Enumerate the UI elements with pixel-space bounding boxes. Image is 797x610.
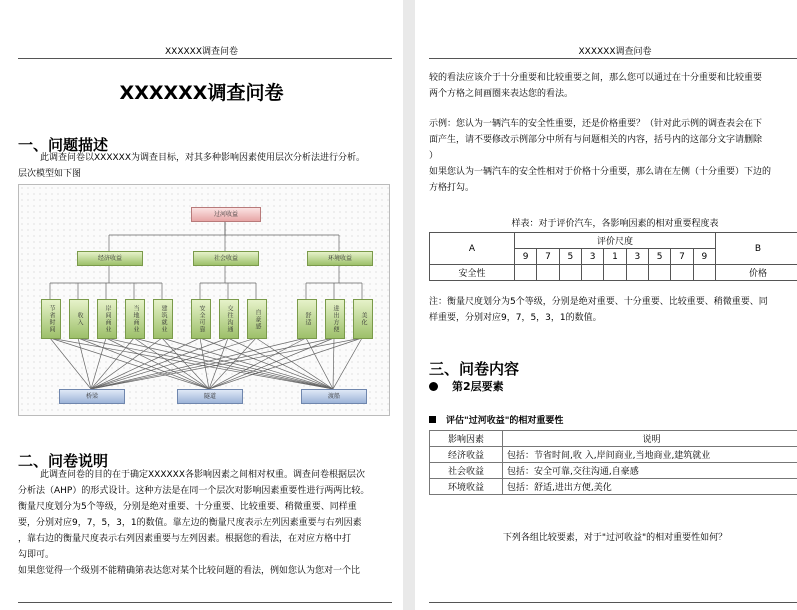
scale-value: 9 [515,249,537,265]
sample-row-a: 安全性 [430,265,515,281]
sample-col-a: A [430,233,515,265]
eval-desc: 包括：节省时间,收 入,岸间商业,当地商业,建筑就业 [503,447,797,463]
connector-line [134,338,333,389]
section-1-title: 一、问题描述 [18,136,109,154]
sample-table [429,232,797,281]
section-2-line: 勾即可。 [18,550,55,560]
scale-value: 7 [537,249,559,265]
note-line: 注：衡量尺度划分为5个等级，分别是绝对重要、十分重要、比较重要、稍微重要、同 [429,297,768,307]
square-bullet-icon [429,416,436,423]
document-page-right [415,0,797,610]
scale-checkbox[interactable] [515,265,537,281]
section-2-line: 分析法（AHP）的形式设计。这种方法是在同一个层次对影响因素重要性进行两两比较。 [18,486,370,496]
connector-line [333,338,362,389]
factor-box: 交往沟通 [219,299,239,339]
eval-desc: 包括：舒适,进出方便,美化 [503,479,797,495]
eval-title: 评估"过河收益"的相对重要性 [446,416,564,426]
connector-line [162,338,333,389]
layer-2-title: 第2层要素 [452,380,504,393]
factor-box: 当地商业 [125,299,145,339]
section-2-title: 二、问卷说明 [18,452,109,470]
scale-checkbox[interactable] [581,265,603,281]
connector-line [106,338,209,389]
bullet-icon [429,382,438,391]
eval-factor: 经济收益 [430,447,503,463]
section-2-line: 要，分别对应9，7，5，3，1的数值。靠左边的衡量尺度表示左列因素重要与右列因素 [18,518,362,528]
eval-desc: 包括：安全可靠,交往沟通,自豪感 [503,463,797,479]
sample-row-b: 价格 [716,265,797,281]
footer-rule-left [18,602,392,603]
connector-line [333,338,334,389]
sample-col-scale: 评价尺度 [515,233,716,249]
criteria-box: 环境收益 [307,251,373,266]
scale-value: 1 [604,249,626,265]
scale-checkbox[interactable] [671,265,693,281]
header-rule-right [429,58,797,59]
scale-checkbox[interactable] [626,265,648,281]
section-1-text [18,150,398,182]
comparison-question: 下列各组比较要素，对于"过河收益"的相对重要性如何？ [502,533,728,543]
connector-line [91,338,306,389]
factor-box: 节省时间 [41,299,61,339]
page-header-left: XXXXXX调查问卷 [165,47,238,57]
eval-factor: 环境收益 [430,479,503,495]
eval-factor: 社会收益 [430,463,503,479]
scale-checkbox[interactable] [648,265,670,281]
factor-box: 美化 [353,299,373,339]
connector-line [228,338,333,389]
continued-line: 两个方格之间画圈来表达您的看法。 [429,89,574,99]
scale-checkbox[interactable] [693,265,715,281]
factor-box: 舒适 [297,299,317,339]
section-2-line: ，靠右边的衡量尺度表示右列因素重要与左列因素。根据您的看法，在对应方格中打 [18,534,352,544]
alternative-box: 渡船 [301,389,367,404]
table-row [430,479,797,495]
example-line: 示例：您认为一辆汽车的安全性重要，还是价格重要？（针对此示例的调查表会在下 [429,119,763,129]
goal-box: 过河收益 [191,207,261,222]
example-line: 面产生，请不要修改示例部分中所有与问题相关的内容，括号内的这部分文字请删除 [429,135,763,145]
criteria-box: 经济收益 [77,251,143,266]
footer-rule-right [429,602,797,603]
eval-header-desc: 说明 [503,431,797,447]
section-3-title: 三、问卷内容 [429,360,520,378]
scale-value: 7 [671,249,693,265]
continued-line: 较的看法应该介于十分重要和比较重要之间，那么您可以通过在十分重要和比较重要 [429,73,763,83]
factor-box: 自豪感 [247,299,267,339]
section-1-line: 此调查问卷以XXXXXX为调查目标，对其多种影响因素使用层次分析法进行分析。 [40,153,365,163]
scale-value: 9 [693,249,715,265]
note-line: 样重要，分别对应9，7，5，3，1的数值。 [429,313,602,323]
scale-value: 5 [559,249,581,265]
section-2-line: 如果您觉得一个级别不能精确第表达您对某个比较问题的看法，例如您认为您对一个比 [18,566,361,576]
section-2-text [18,467,398,579]
eval-table [429,430,797,495]
note-text [429,294,797,326]
criteria-box: 社会收益 [193,251,259,266]
table-row [430,463,797,479]
scale-value: 5 [648,249,670,265]
factor-box: 进出方便 [325,299,345,339]
scale-checkbox[interactable] [559,265,581,281]
example-line: 方格打勾。 [429,183,475,193]
section-2-line: 衡量尺度划分为5个等级，分别是绝对重要、十分重要、比较重要、稍微重要、同样重 [18,502,357,512]
alternative-box: 隧道 [177,389,243,404]
example-line: 如果您认为一辆汽车的安全性相对于价格十分重要，那么请在左侧（十分重要）下边的 [429,167,772,177]
eval-heading [429,413,563,426]
section-1-line: 层次模型如下图 [18,169,82,179]
scale-value: 3 [626,249,648,265]
sample-table-caption: 样表：对于评价汽车，各影响因素的相对重要程度表 [511,219,719,229]
eval-header-factor: 影响因素 [430,431,503,447]
continued-text [429,70,797,102]
scale-checkbox[interactable] [604,265,626,281]
alternative-box: 桥梁 [59,389,125,404]
factor-box: 安全可靠 [191,299,211,339]
scale-value: 3 [581,249,603,265]
connector-line [50,338,333,389]
example-text [429,116,797,196]
document-title: XXXXXX调查问卷 [119,82,284,104]
example-line: ） [429,151,439,161]
hierarchy-diagram [18,184,390,416]
factor-box: 岸间商业 [97,299,117,339]
layer-2-heading [429,378,504,394]
sample-col-b: B [716,233,797,265]
factor-box: 建筑就业 [153,299,173,339]
factor-box: 收入 [69,299,89,339]
section-2-line: 此调查问卷的目的在于确定XXXXXX各影响因素之间相对权重。调查问卷根据层次 [40,470,365,480]
page-header-right: XXXXXX调查问卷 [578,47,652,57]
scale-checkbox[interactable] [537,265,559,281]
header-rule-left [18,58,392,59]
table-row [430,447,797,463]
